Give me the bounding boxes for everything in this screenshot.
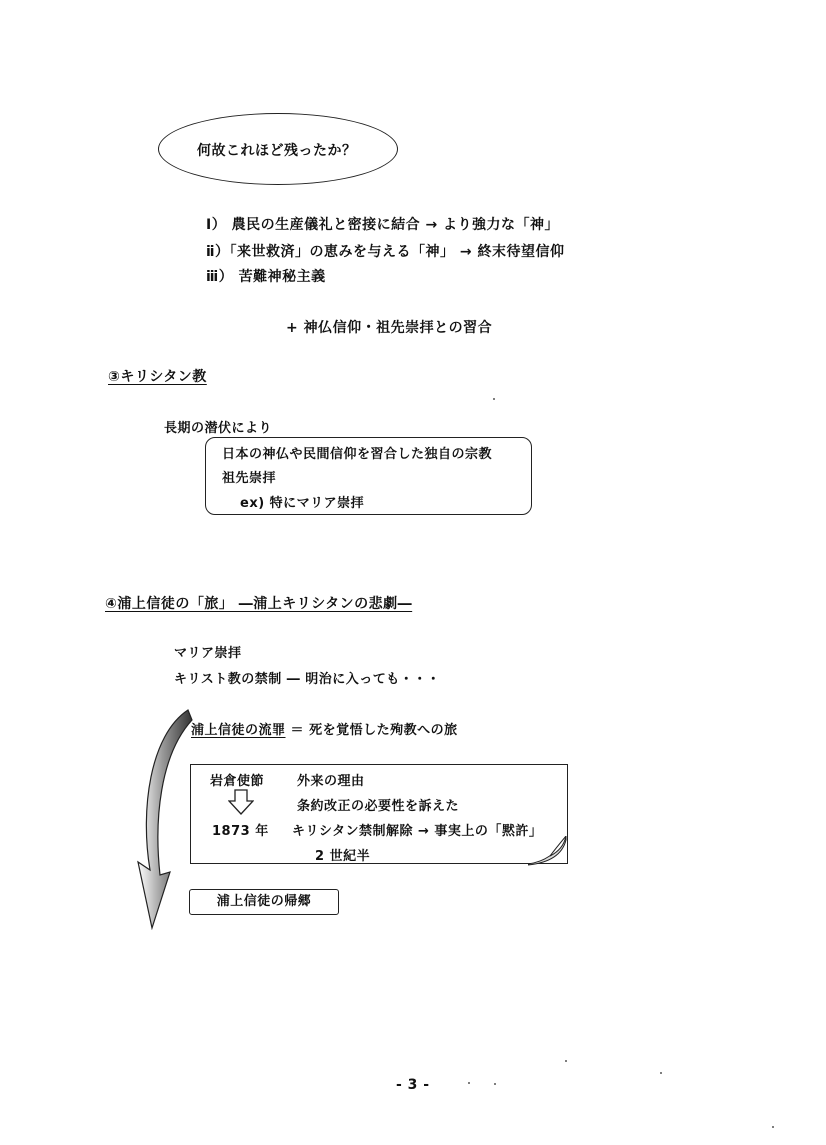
box-line-3: ex) 特にマリア崇拝 bbox=[240, 496, 365, 511]
return-home-box: 浦上信徒の帰郷 bbox=[189, 889, 339, 915]
page-number: - 3 - bbox=[396, 1077, 430, 1093]
syncretism-note: + 神仏信仰・祖先崇拝との習合 bbox=[286, 320, 493, 336]
box-line-1: 日本の神仏や民間信仰を習合した独自の宗教 bbox=[222, 447, 493, 462]
reason-item-3: ⅲ） 苦難神秘主義 bbox=[206, 269, 326, 285]
down-arrow-icon bbox=[228, 789, 254, 815]
iwakura-label: 岩倉使節 bbox=[210, 774, 265, 789]
reason-item-2: ⅱ）「来世救済」の恵みを与える「神」 → 終末待望信仰 bbox=[206, 244, 565, 260]
scan-speck bbox=[660, 1072, 662, 1074]
scan-speck bbox=[565, 1060, 567, 1062]
scan-speck bbox=[468, 1082, 470, 1084]
duration: 2 世紀半 bbox=[315, 849, 371, 864]
exile-rest: ＝ 死を覚悟した殉教への旅 bbox=[285, 723, 458, 738]
section4-line-1: マリア崇拝 bbox=[174, 646, 242, 661]
section3-heading: ③キリシタン教 bbox=[108, 369, 207, 385]
question-text: 何故これほど残ったか？ bbox=[197, 143, 357, 159]
section3-intro: 長期の潜伏により bbox=[164, 421, 273, 436]
reason-item-1: Ⅰ） 農民の生産儀礼と密接に結合 → より強力な「神」 bbox=[206, 217, 560, 233]
section4-line-2: キリスト教の禁制 ― 明治に入っても・・・ bbox=[174, 672, 441, 687]
exile-line bbox=[191, 719, 458, 738]
section4-heading: ④浦上信徒の「旅」 ―浦上キリシタンの悲劇― bbox=[105, 596, 413, 612]
reason-foreign: 外来の理由 bbox=[297, 774, 365, 789]
exile-term: 浦上信徒の流罪 bbox=[191, 723, 286, 738]
page-curl-icon bbox=[528, 836, 572, 866]
year-1873: 1873 年 bbox=[212, 824, 269, 839]
scan-speck bbox=[494, 1083, 496, 1085]
reason-treaty: 条約改正の必要性を訴えた bbox=[297, 799, 460, 814]
box-line-2: 祖先崇拝 bbox=[222, 471, 277, 486]
scan-speck bbox=[493, 398, 495, 400]
ban-lifted: キリシタン禁制解除 → 事実上の「黙許」 bbox=[292, 824, 543, 839]
scan-speck bbox=[772, 1126, 774, 1128]
